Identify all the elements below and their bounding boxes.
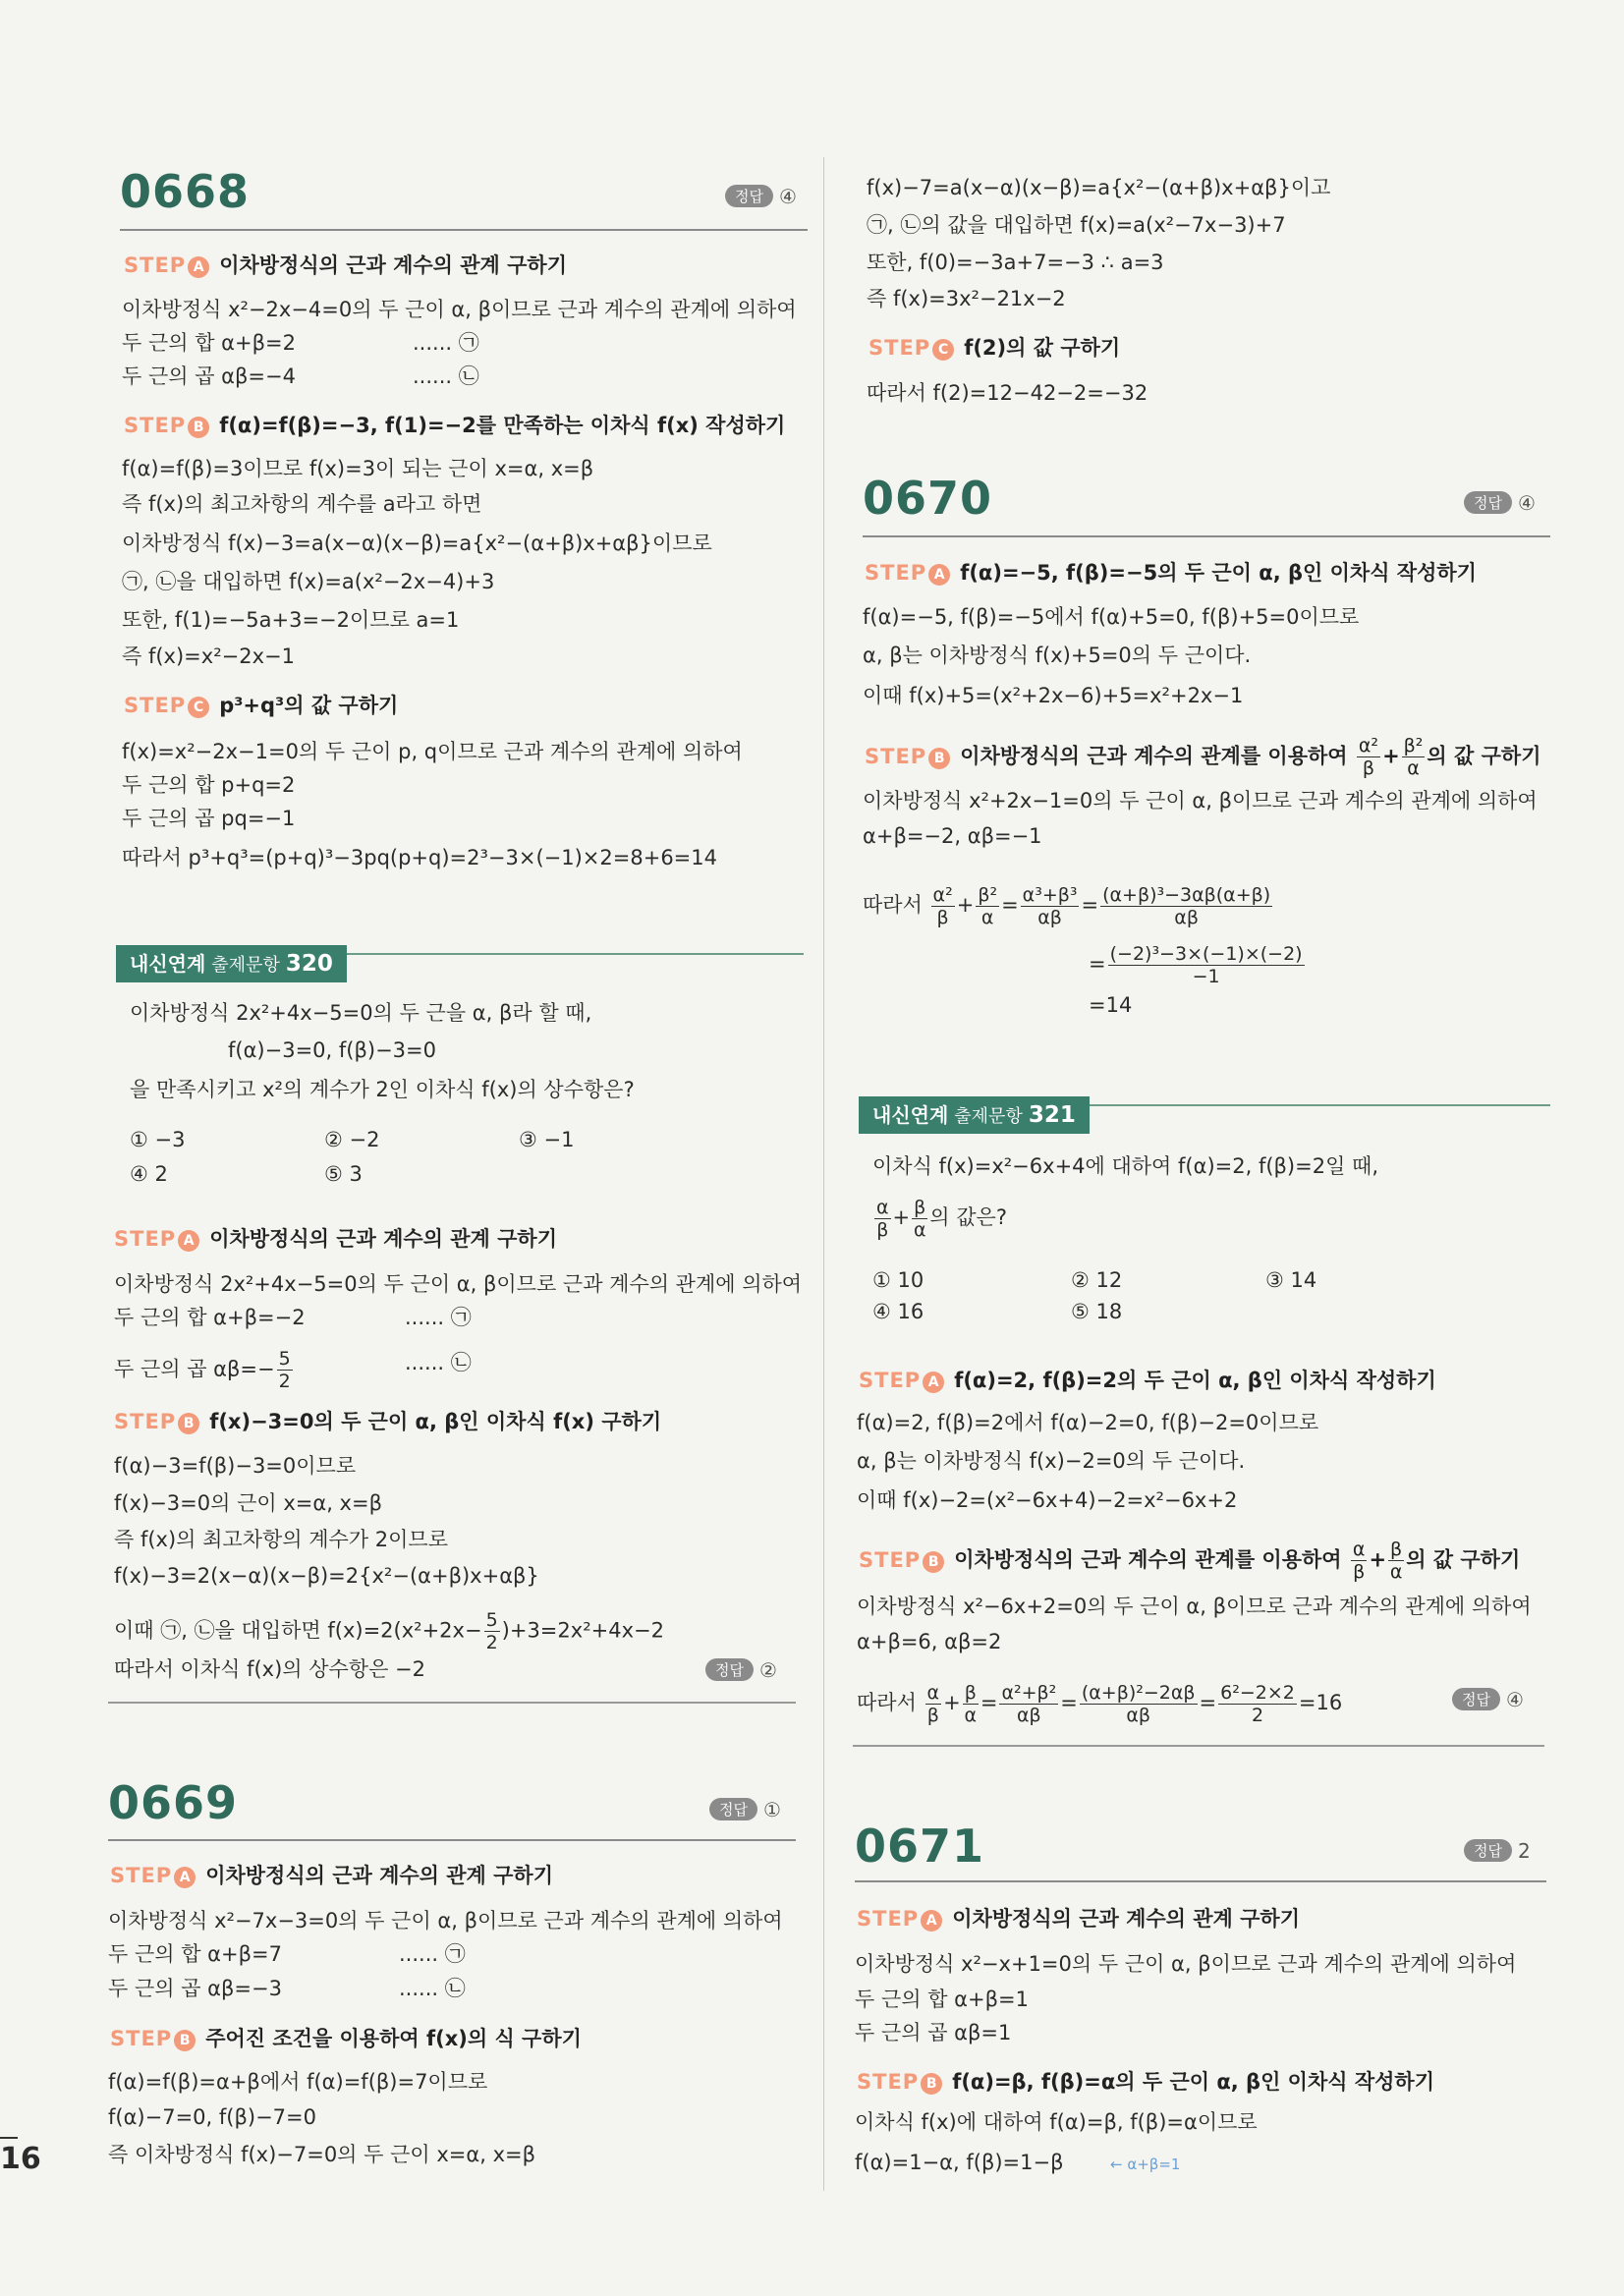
text-line: ㉠, ㉡을 대입하면 f(x)=a(x²−2x−4)+3 — [122, 570, 495, 593]
problem-number-0669: 0669 — [108, 1776, 239, 1829]
numerator: α² — [1358, 735, 1379, 756]
text: 두 근의 곱 αβ=− — [114, 1357, 275, 1381]
text-line — [114, 1348, 295, 1392]
step-a-heading: STEP A f(α)=−5, f(β)=−5의 두 근이 α, β인 이차식 작성하기 — [865, 561, 1477, 585]
step-title: 이차방정식의 근과 계수의 관계 구하기 — [205, 1864, 554, 1887]
text-line — [114, 1609, 664, 1653]
text-line: 두 근의 곱 αβ=−3 — [108, 1977, 282, 2000]
text: 따라서 — [863, 893, 923, 917]
marker: ...... ㉡ — [405, 1351, 472, 1374]
fraction — [976, 884, 999, 928]
answer-badge: 정답 — [725, 185, 773, 207]
side-note: ← α+β=1 — [1110, 2156, 1181, 2173]
step-a-icon: A — [174, 1867, 196, 1888]
fraction — [1402, 735, 1426, 779]
numerator: β — [1390, 1539, 1403, 1560]
marker: ...... ㉠ — [399, 1942, 466, 1966]
step-b-heading: STEP B f(x)−3=0의 두 근이 α, β인 이차식 f(x) 구하기 — [114, 1410, 662, 1433]
linked-problem-header-320 — [116, 945, 347, 982]
denominator: α — [964, 1704, 978, 1726]
text-line: f(α)=f(β)=α+β에서 f(α)=f(β)=7이므로 — [108, 2070, 488, 2094]
answer-badge: 정답 — [709, 1798, 757, 1820]
step-a-heading: STEP A 이차방정식의 근과 계수의 관계 구하기 — [124, 253, 568, 277]
denominator: α — [1407, 757, 1420, 779]
text-line: 따라서 f(2)=12−42−2=−32 — [867, 381, 1148, 405]
choice: ③ −1 — [519, 1128, 575, 1151]
divider — [863, 535, 1550, 537]
problem-number-0668: 0668 — [120, 165, 251, 218]
numerator: β² — [1403, 735, 1424, 756]
box-head-sub: 출제문항 — [211, 955, 280, 976]
text-line: 이차방정식 x²−7x−3=0의 두 근이 α, β이므로 근과 계수의 관계에 의하여 — [108, 1909, 783, 1932]
marker: ...... ㉠ — [405, 1306, 472, 1329]
answer-badge: 정답 — [1464, 491, 1512, 514]
text-line: f(α)−3=f(β)−3=0이므로 — [114, 1454, 357, 1478]
step-b-heading: STEP B 이차방정식의 근과 계수의 관계를 이용하여 $\frac{\text{α²}}{\beta}$ + $\frac{\text{β²}}{\alpha}$ 의 값 구하기 — [865, 735, 1541, 779]
answer-0668 — [725, 185, 797, 208]
choice: ② 12 — [1071, 1268, 1123, 1292]
step-title: 의 값 구하기 — [1406, 1547, 1521, 1572]
denominator: β — [936, 906, 949, 928]
numerator: (α+β)³−3αβ(α+β) — [1102, 883, 1271, 906]
step-title: f(α)=β, f(β)=α의 두 근이 α, β인 이차식 작성하기 — [952, 2070, 1434, 2094]
text-line: f(α)=2, f(β)=2에서 f(α)−2=0, f(β)−2=0이므로 — [857, 1411, 1319, 1434]
text: =16 — [1298, 1691, 1343, 1714]
text-line: 즉 f(x)의 최고차항의 계수가 2이므로 — [114, 1528, 448, 1551]
answer-badge: 정답 — [705, 1658, 754, 1681]
marker: ...... ㉠ — [413, 331, 479, 355]
text-line: 두 근의 곱 pq=−1 — [122, 807, 296, 830]
fraction — [999, 1682, 1058, 1726]
question-line: $\frac{\alpha}{\beta}$ + $\frac{\beta}{\alpha}$ 의 값은? — [876, 1196, 1007, 1241]
equation-line: = $\frac{\text{(−2)³−3×(−1)×(−2)}}{-1}$ — [1089, 942, 1303, 987]
text-line: 이차방정식 x²−6x+2=0의 두 근이 α, β이므로 근과 계수의 관계에 의하여 — [857, 1595, 1532, 1618]
fraction — [1218, 1682, 1297, 1726]
text-line: 따라서 이차식 f(x)의 상수항은 −2 — [114, 1657, 426, 1681]
linked-problem-header-321 — [859, 1096, 1090, 1134]
denominator: 2 — [1251, 1704, 1264, 1726]
denominator: β — [1353, 1561, 1366, 1583]
box-head-number: 321 — [1028, 1102, 1076, 1128]
step-a-heading: STEP A 이차방정식의 근과 계수의 관계 구하기 — [857, 1907, 1301, 1931]
divider — [855, 1880, 1546, 1882]
choice: ③ 14 — [1265, 1268, 1317, 1292]
problem-number-0671: 0671 — [855, 1820, 985, 1873]
numerator: (−2)³−3×(−1)×(−2) — [1109, 942, 1303, 965]
text-line: α+β=−2, αβ=−1 — [863, 824, 1042, 848]
text-line: f(x)−3=0의 근이 x=α, x=β — [114, 1491, 382, 1515]
text-line: f(α)−7=0, f(β)−7=0 — [108, 2105, 316, 2129]
numerator: (α+β)²−2αβ — [1081, 1681, 1196, 1704]
denominator: αβ — [1174, 906, 1199, 928]
text-line: f(α)=−5, f(β)=−5에서 f(α)+5=0, f(β)+5=0이므로 — [863, 605, 1360, 629]
answer-321 — [1452, 1688, 1524, 1711]
divider — [108, 1839, 796, 1841]
fraction — [874, 1197, 891, 1241]
page-number: 16 — [0, 2142, 41, 2176]
text-line: 두 근의 합 α+β=−2 — [114, 1306, 306, 1329]
box-head-sub: 출제문항 — [954, 1106, 1023, 1127]
problem-number-0670: 0670 — [863, 472, 993, 525]
box-head-label: 내신연계 — [130, 952, 206, 976]
numerator: α² — [932, 883, 953, 906]
step-b-icon: B — [928, 748, 950, 769]
denominator: α — [1389, 1561, 1403, 1583]
divider — [120, 229, 808, 231]
text: 의 값은? — [929, 1205, 1007, 1229]
text-line: 두 근의 합 p+q=2 — [122, 773, 296, 797]
answer-0669 — [709, 1798, 781, 1821]
fraction — [931, 884, 955, 928]
text: 이때 ㉠, ㉡을 대입하면 f(x)=2(x²+2x− — [114, 1618, 482, 1643]
choice: ⑤ 18 — [1071, 1300, 1123, 1323]
choice: ② −2 — [324, 1128, 380, 1151]
text-line: f(x)−7=a(x−α)(x−β)=a{x²−(α+β)x+αβ}이고 — [867, 176, 1331, 199]
equation-line: 따라서 $\frac{\alpha}{\beta}$ + $\frac{\beta}{\alpha}$ = $\frac{\text{α²+β²}}{\alpha\beta}$ = $\frac{\text{(α+β)²−2αβ}}{\alpha\beta}$ = $\frac{\text{6²−2×2}}{2}$ =16 — [857, 1681, 1343, 1726]
text-line: f(α)=f(β)=3이므로 f(x)=3이 되는 근이 x=α, x=β — [122, 457, 594, 480]
step-title: 이차방정식의 근과 계수의 관계 구하기 — [219, 253, 568, 277]
fraction — [1100, 884, 1272, 928]
fraction — [1351, 1539, 1368, 1583]
numerator: 5 — [278, 1348, 291, 1370]
denominator: β — [876, 1218, 889, 1241]
denominator: αβ — [1017, 1704, 1041, 1726]
text-line: 즉 f(x)의 최고차항의 계수를 a라고 하면 — [122, 492, 482, 516]
marker: ...... ㉡ — [413, 364, 479, 388]
text-line: α, β는 이차방정식 f(x)−2=0의 두 근이다. — [857, 1449, 1246, 1473]
numerator: α — [876, 1196, 889, 1218]
step-a-heading: STEP A f(α)=2, f(β)=2의 두 근이 α, β인 이차식 작성하기 — [859, 1369, 1436, 1392]
text-line: α+β=6, αβ=2 — [857, 1630, 1002, 1653]
text-line: 즉 이차방정식 f(x)−7=0의 두 근이 x=α, x=β — [108, 2143, 535, 2166]
answer-badge: 정답 — [1452, 1688, 1500, 1710]
step-b-heading: STEP B 주어진 조건을 이용하여 f(x)의 식 구하기 — [110, 2027, 582, 2050]
question-line: f(α)−3=0, f(β)−3=0 — [228, 1038, 436, 1062]
text-line: 또한, f(0)=−3a+7=−3 ∴ a=3 — [867, 251, 1164, 274]
text-line: f(α)=1−α, f(β)=1−β — [855, 2151, 1064, 2174]
fraction — [1357, 735, 1380, 779]
denominator: α — [980, 906, 994, 928]
step-c-heading: STEP C f(2)의 값 구하기 — [868, 336, 1121, 360]
equation-line: 따라서 $\frac{\text{α²}}{\beta}$ + $\frac{\text{β²}}{\alpha}$ = $\frac{\text{α³+β³}}{\alpha\beta}$ = $\frac{\text{(α+β)³−3αβ(α+β)}}{\alpha\beta}$ — [863, 883, 1271, 928]
step-title: 이차방정식의 근과 계수의 관계를 이용하여 — [960, 744, 1348, 768]
step-title: 의 값 구하기 — [1427, 744, 1541, 768]
fraction — [925, 1682, 942, 1726]
step-c-icon: C — [188, 697, 209, 718]
equation-line: =14 — [1089, 993, 1133, 1017]
fraction — [484, 1609, 500, 1653]
answer-value: ④ — [1505, 1688, 1524, 1711]
choice: ① −3 — [130, 1128, 186, 1151]
step-b-heading: STEP B f(α)=β, f(β)=α의 두 근이 α, β인 이차식 작성하기 — [857, 2070, 1434, 2094]
text-line: f(x)=x²−2x−1=0의 두 근이 p, q이므로 근과 계수의 관계에 의하여 — [122, 740, 743, 763]
text-line: 이차방정식 2x²+4x−5=0의 두 근이 α, β이므로 근과 계수의 관계에 의하여 — [114, 1272, 803, 1296]
numerator: β² — [978, 883, 998, 906]
answer-value: ④ — [778, 185, 797, 208]
step-title: f(α)=−5, f(β)=−5의 두 근이 α, β인 이차식 작성하기 — [960, 561, 1477, 585]
fraction — [1388, 1539, 1404, 1583]
answer-0670 — [1464, 491, 1536, 515]
numerator: β — [914, 1196, 926, 1218]
step-title: p³+q³의 값 구하기 — [219, 694, 399, 717]
text-line: 또한, f(1)=−5a+3=−2이므로 a=1 — [122, 608, 460, 632]
numerator: α²+β² — [1001, 1681, 1057, 1704]
divider — [108, 1702, 796, 1704]
text-line: α, β는 이차방정식 f(x)+5=0의 두 근이다. — [863, 644, 1252, 667]
step-a-icon: A — [188, 256, 209, 278]
text-line: 이때 f(x)−2=(x²−6x+4)−2=x²−6x+2 — [857, 1488, 1238, 1512]
page-edge-mark — [0, 2137, 18, 2139]
fraction — [912, 1197, 927, 1241]
fraction — [963, 1682, 979, 1726]
fraction — [277, 1348, 293, 1392]
answer-badge: 정답 — [1464, 1839, 1512, 1862]
marker: ...... ㉡ — [399, 1977, 466, 2000]
step-a-icon: A — [923, 1372, 944, 1393]
question-line: 을 만족시키고 x²의 계수가 2인 이차식 f(x)의 상수항은? — [130, 1078, 635, 1101]
step-title: 주어진 조건을 이용하여 f(x)의 식 구하기 — [205, 2027, 582, 2050]
step-a-icon: A — [921, 1910, 942, 1932]
text-line: 이차방정식 x²+2x−1=0의 두 근이 α, β이므로 근과 계수의 관계에 의하여 — [863, 789, 1538, 812]
step-title: f(α)=2, f(β)=2의 두 근이 α, β인 이차식 작성하기 — [954, 1369, 1436, 1392]
answer-0671 — [1464, 1839, 1531, 1863]
answer-320 — [705, 1658, 777, 1682]
fraction — [1021, 884, 1080, 928]
numerator: α³+β³ — [1022, 883, 1078, 906]
numerator: 6²−2×2 — [1220, 1681, 1295, 1704]
text: 따라서 — [857, 1691, 917, 1714]
text-line: 이때 f(x)+5=(x²+2x−6)+5=x²+2x−1 — [863, 684, 1244, 707]
denominator: 2 — [485, 1632, 498, 1653]
numerator: α — [1352, 1539, 1366, 1560]
denominator: β — [926, 1704, 939, 1726]
numerator: 5 — [485, 1609, 498, 1631]
step-title: f(x)−3=0의 두 근이 α, β인 이차식 f(x) 구하기 — [209, 1410, 662, 1433]
answer-value: ④ — [1517, 491, 1536, 515]
denominator: −1 — [1192, 965, 1220, 987]
step-a-heading: STEP A 이차방정식의 근과 계수의 관계 구하기 — [110, 1864, 554, 1887]
step-c-heading: STEP C p³+q³의 값 구하기 — [124, 694, 399, 717]
step-title: f(α)=f(β)=−3, f(1)=−2를 만족하는 이차식 f(x) 작성하기 — [219, 414, 786, 437]
numerator: α — [926, 1681, 940, 1704]
step-b-icon: B — [174, 2030, 196, 2051]
step-b-heading: STEP B 이차방정식의 근과 계수의 관계를 이용하여 $\frac{\alpha}{\beta}$ + $\frac{\beta}{\alpha}$ 의 값 구하기 — [859, 1539, 1521, 1583]
text-line: 따라서 p³+q³=(p+q)³−3pq(p+q)=2³−3×(−1)×2=8+6=14 — [122, 846, 717, 869]
choice: ⑤ 3 — [324, 1162, 363, 1186]
answer-value: 2 — [1517, 1839, 1531, 1863]
text-line: 즉 f(x)=3x²−21x−2 — [867, 287, 1066, 310]
question-line: 이차식 f(x)=x²−6x+4에 대하여 f(α)=2, f(β)=2일 때, — [872, 1154, 1379, 1178]
text-line: 이차방정식 f(x)−3=a(x−α)(x−β)=a{x²−(α+β)x+αβ}이므로 — [122, 532, 712, 555]
step-b-heading: STEP B f(α)=f(β)=−3, f(1)=−2를 만족하는 이차식 f(x) 작성하기 — [124, 414, 786, 437]
numerator: β — [964, 1681, 977, 1704]
step-b-icon: B — [178, 1413, 199, 1434]
fraction — [1108, 943, 1305, 987]
denominator: αβ — [1126, 1704, 1151, 1726]
text-line: 이차방정식 x²−2x−4=0의 두 근이 α, β이므로 근과 계수의 관계에 의하여 — [122, 298, 797, 321]
step-b-icon: B — [188, 417, 209, 438]
denominator: α — [913, 1218, 926, 1241]
text-line: 두 근의 합 α+β=1 — [855, 1988, 1029, 2011]
text-line: 이차방정식 x²−x+1=0의 두 근이 α, β이므로 근과 계수의 관계에 의하여 — [855, 1952, 1517, 1976]
fraction — [1080, 1682, 1198, 1726]
text-line: 두 근의 곱 αβ=−4 — [122, 364, 296, 388]
step-b-icon: B — [921, 2073, 942, 2095]
box-head-label: 내신연계 — [872, 1103, 949, 1127]
step-title: 이차방정식의 근과 계수의 관계 구하기 — [209, 1227, 558, 1251]
step-title: 이차방정식의 근과 계수의 관계 구하기 — [952, 1907, 1301, 1931]
text-line: 두 근의 합 α+β=2 — [122, 331, 296, 355]
step-title: f(2)의 값 구하기 — [964, 336, 1121, 360]
text-line: 두 근의 곱 αβ=1 — [855, 2021, 1012, 2044]
step-title: 이차방정식의 근과 계수의 관계를 이용하여 — [954, 1547, 1342, 1572]
answer-value: ② — [758, 1658, 777, 1682]
box-head-number: 320 — [285, 951, 333, 977]
step-a-heading: STEP A 이차방정식의 근과 계수의 관계 구하기 — [114, 1227, 558, 1251]
step-c-icon: C — [932, 339, 954, 361]
choice: ④ 2 — [130, 1162, 168, 1186]
denominator: αβ — [1037, 906, 1062, 928]
step-b-icon: B — [923, 1551, 944, 1573]
step-a-icon: A — [928, 564, 950, 586]
choice: ① 10 — [872, 1268, 924, 1292]
denominator: 2 — [278, 1371, 291, 1392]
question-line: 이차방정식 2x²+4x−5=0의 두 근을 α, β라 할 때, — [130, 1001, 592, 1025]
denominator: β — [1362, 757, 1375, 779]
text: )+3=2x²+4x−2 — [501, 1618, 664, 1643]
divider — [853, 1745, 1544, 1747]
text-line: 이차식 f(x)에 대하여 f(α)=β, f(β)=α이므로 — [855, 2110, 1258, 2134]
text-line: 즉 f(x)=x²−2x−1 — [122, 644, 295, 668]
text-line: 두 근의 합 α+β=7 — [108, 1942, 282, 1966]
step-a-icon: A — [178, 1230, 199, 1252]
text-line: f(x)−3=2(x−α)(x−β)=2{x²−(α+β)x+αβ} — [114, 1564, 539, 1588]
column-divider — [823, 157, 824, 2191]
text-line: ㉠, ㉡의 값을 대입하면 f(x)=a(x²−7x−3)+7 — [867, 213, 1286, 237]
choice: ④ 16 — [872, 1300, 924, 1323]
answer-value: ① — [762, 1798, 781, 1821]
